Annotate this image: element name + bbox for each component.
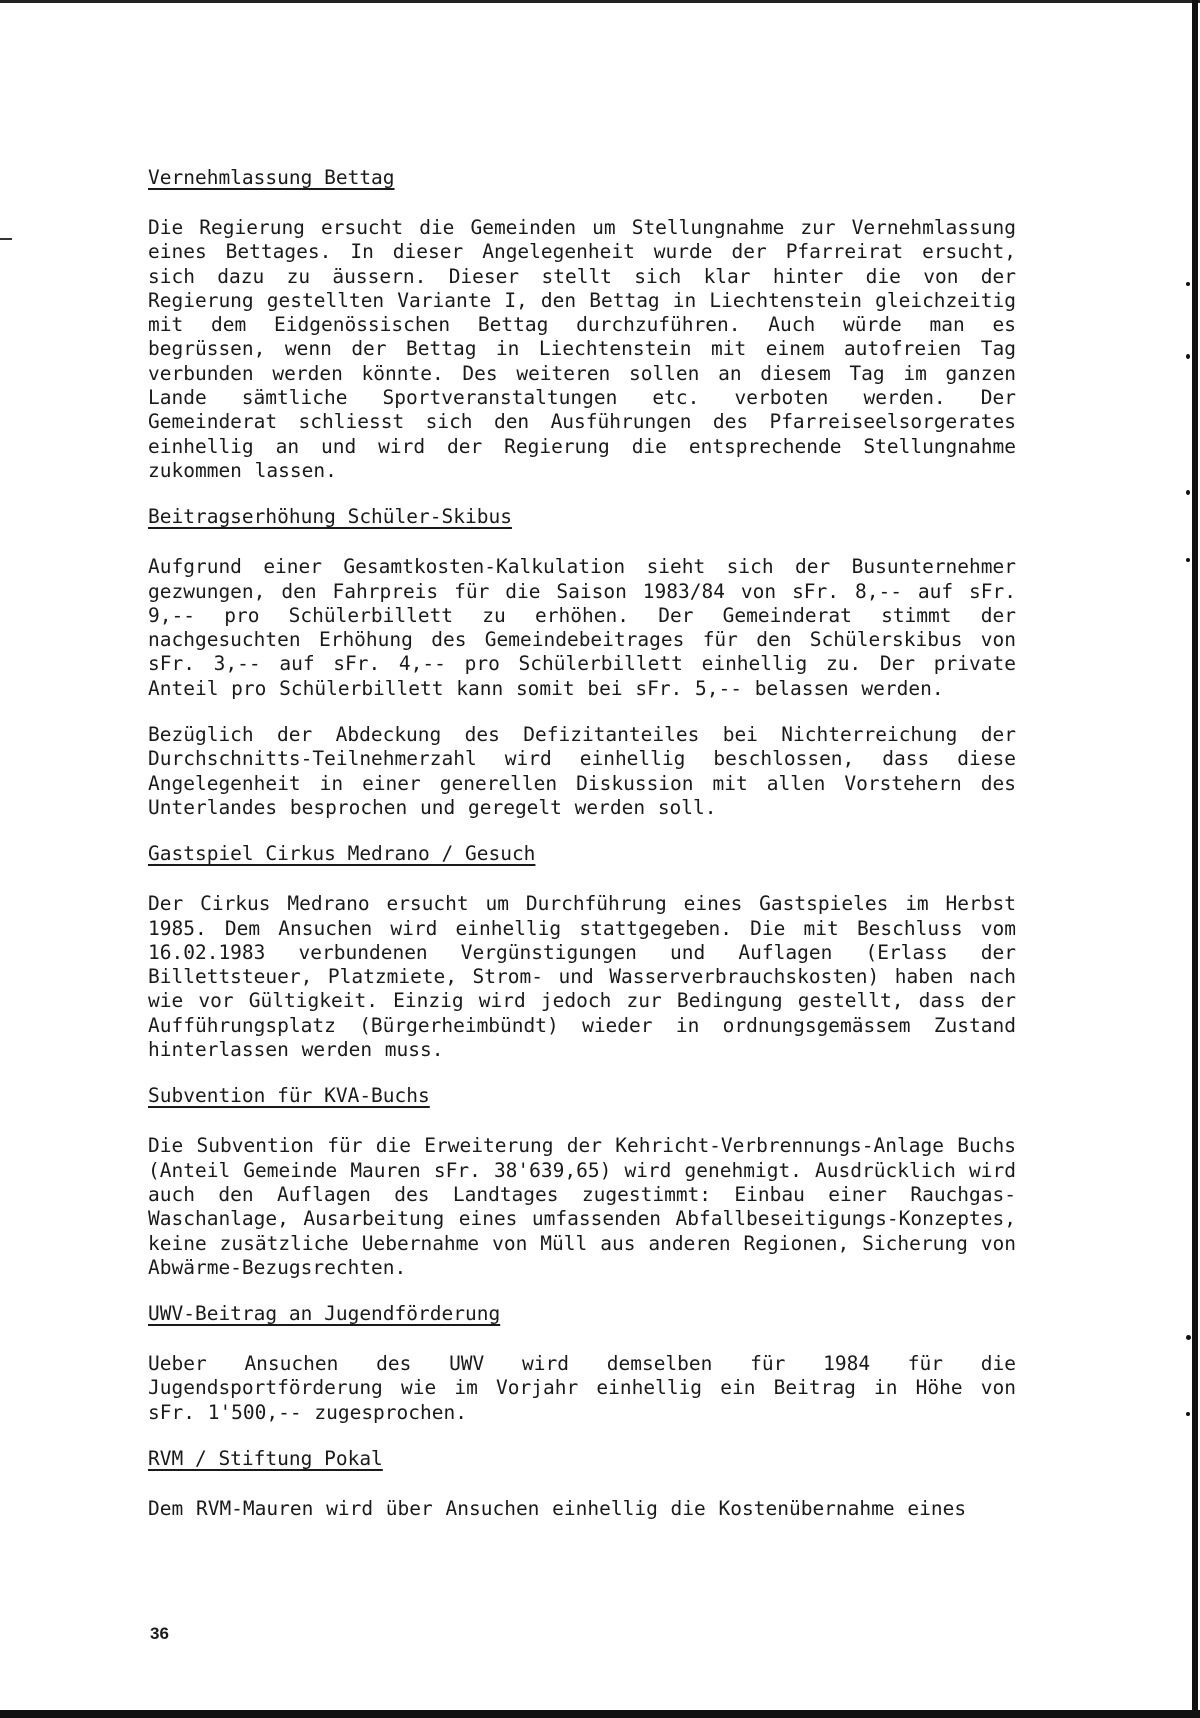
margin-speck (1186, 490, 1190, 495)
page-right-edge (1192, 0, 1198, 1718)
page-bottom-edge (0, 1710, 1200, 1718)
section-heading: Vernehmlassung Bettag (148, 166, 395, 189)
section-cirkus-medrano (148, 842, 1016, 1062)
page-number: 36 (150, 1624, 169, 1643)
document-body (148, 166, 1016, 1543)
paragraph: Bezüglich der Abdeckung des Defizitanteiles bei Nichterreichung der Durchschnitts-Teilnehmerzahl wird einhellig beschlossen, dass diese Angelegenheit in einer generellen Diskussion mit allen Vorstehern des Unterlandes besprochen und geregelt werden soll. (148, 723, 1016, 819)
paragraph: Ueber Ansuchen des UWV wird demselben für 1984 für die Jugendsportförderung wie im Vorjahr einhellig ein Beitrag in Höhe von sFr. 1'500,-- zugesprochen. (148, 1352, 1016, 1424)
section-heading: RVM / Stiftung Pokal (148, 1446, 383, 1470)
section-vernehmlassung-bettag (148, 166, 1016, 483)
section-beitragserhoehung-skibus (148, 505, 1016, 820)
margin-speck (1186, 1335, 1191, 1340)
margin-speck (1186, 558, 1190, 562)
section-subvention-kva-buchs (148, 1084, 1016, 1280)
section-heading: UWV-Beitrag an Jugendförderung (148, 1302, 501, 1326)
margin-speck (1186, 282, 1190, 286)
page-top-edge (0, 0, 1200, 3)
margin-speck (1186, 1412, 1190, 1416)
paragraph: Die Subvention für die Erweiterung der Kehricht-Verbrennungs-Anlage Buchs (Anteil Gemeinde Mauren sFr. 38'639,65) wird genehmigt. Ausdrücklich wird auch den Auflagen des Landtages zugestimmt: Einbau einer Rauchgas-Waschanlage, Ausarbeitung eines umfassenden Abfallbeseitigungs-Konzeptes, keine zusätzliche Uebernahme von Müll aus anderen Regionen, Sicherung von Abwärme-Bezugsrechten. (148, 1134, 1016, 1279)
paragraph: Die Regierung ersucht die Gemeinden um Stellungnahme zur Vernehmlassung eines Bettages. In dieser Angelegenheit wurde der Pfarreirat ersucht, sich dazu zu äussern. Dieser stellt sich klar hinter die von der Regierung gestellten Variante I, den Bettag in Liechtenstein gleichzeitig mit dem Eidgenössischen Bettag durchzuführen. Auch würde man es begrüssen, wenn der Bettag in Liechtenstein mit einem autofreien Tag verbunden werden könnte. Des weiteren sollen an diesem Tag im ganzen Lande sämtliche Sportveranstaltungen etc. verboten werden. Der Gemeinderat schliesst sich den Ausführungen des Pfarreiseelsorgerates einhellig an und wird der Regierung die entsprechende Stellungnahme zukommen lassen. (148, 216, 1016, 482)
paragraph: Dem RVM-Mauren wird über Ansuchen einhellig die Kostenübernahme eines (148, 1496, 967, 1520)
section-heading: Gastspiel Cirkus Medrano / Gesuch (148, 842, 536, 866)
paragraph: Der Cirkus Medrano ersucht um Durchführung eines Gastspieles im Herbst 1985. Dem Ansuchen wird einhellig stattgegeben. Die mit Beschluss vom 16.02.1983 verbundenen Vergünstigungen und Auflagen (Erlass der Billettsteuer, Platzmiete, Strom- und Wasserverbrauchskosten) haben nach wie vor Gültigkeit. Einzig wird jedoch zur Bedingung gestellt, dass der Aufführungsplatz (Bürgerheimbündt) wieder in ordnungsgemässem Zustand hinterlassen werden muss. (148, 892, 1016, 1062)
section-rvm-stiftung-pokal (148, 1447, 1016, 1521)
section-uwv-beitrag (148, 1302, 1016, 1425)
margin-speck (1186, 354, 1190, 359)
margin-tick-mark (0, 238, 12, 240)
paragraph: Aufgrund einer Gesamtkosten-Kalkulation sieht sich der Busunternehmer gezwungen, den Fahrpreis für die Saison 1983/84 von sFr. 8,-- auf sFr. 9,-- pro Schülerbillett zu erhöhen. Der Gemeinderat stimmt der nachgesuchten Erhöhung des Gemeindebeitrages für den Schülerskibus von sFr. 3,-- auf sFr. 4,-- pro Schülerbillett einhellig zu. Der private Anteil pro Schülerbillett kann somit bei sFr. 5,-- belassen werden. (148, 555, 1016, 700)
section-heading: Subvention für KVA-Buchs (148, 1084, 430, 1108)
section-heading: Beitragserhöhung Schüler-Skibus (148, 505, 512, 529)
